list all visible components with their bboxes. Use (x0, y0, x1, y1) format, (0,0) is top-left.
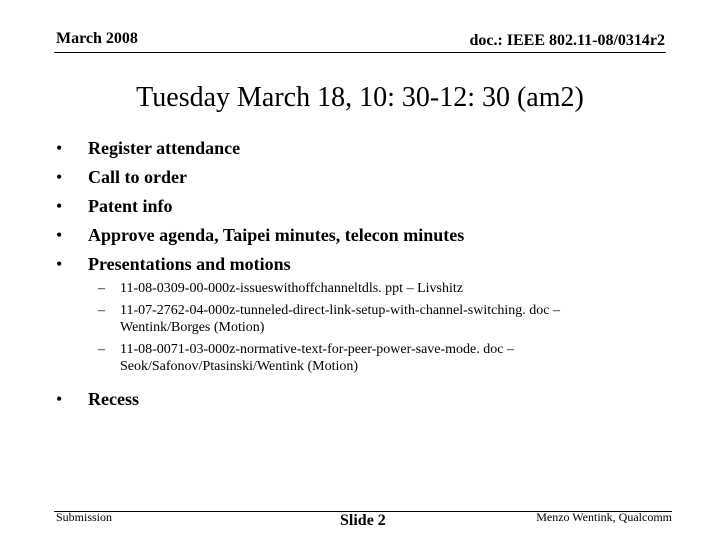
header-doc-id: doc.: IEEE 802.11-08/0314r2 (469, 32, 665, 49)
agenda-item: • Approve agenda, Taipei minutes, telecon minutes (56, 221, 676, 250)
agenda-list (56, 134, 676, 279)
presentation-item: – 11-08-0309-00-000z-issueswithoffchanneltdls. ppt – Livshitz (98, 280, 638, 297)
agenda-item: • Patent info (56, 192, 676, 221)
agenda-list-final (56, 385, 676, 414)
slide-number: Slide 2 (340, 512, 386, 529)
agenda-item: • Call to order (56, 163, 676, 192)
presentation-item: – 11-08-0071-03-000z-normative-text-for-peer-power-save-mode. doc – Seok/Safonov/Ptasinski/Wentink (Motion) (98, 341, 638, 375)
agenda-item-recess: • Recess (56, 385, 676, 414)
presentations-list (98, 280, 638, 380)
header-date: March 2008 (56, 30, 138, 47)
presentation-item: – 11-07-2762-04-000z-tunneled-direct-link-setup-with-channel-switching. doc – Wentink/Borges (Motion) (98, 302, 638, 336)
slide-title: Tuesday March 18, 10: 30-12: 30 (am2) (136, 82, 584, 113)
footer-author: Menzo Wentink, Qualcomm (536, 510, 672, 524)
agenda-item: • Presentations and motions (56, 250, 676, 279)
agenda-item: • Register attendance (56, 134, 676, 163)
header-divider (54, 52, 666, 53)
footer-submission: Submission (56, 510, 113, 524)
